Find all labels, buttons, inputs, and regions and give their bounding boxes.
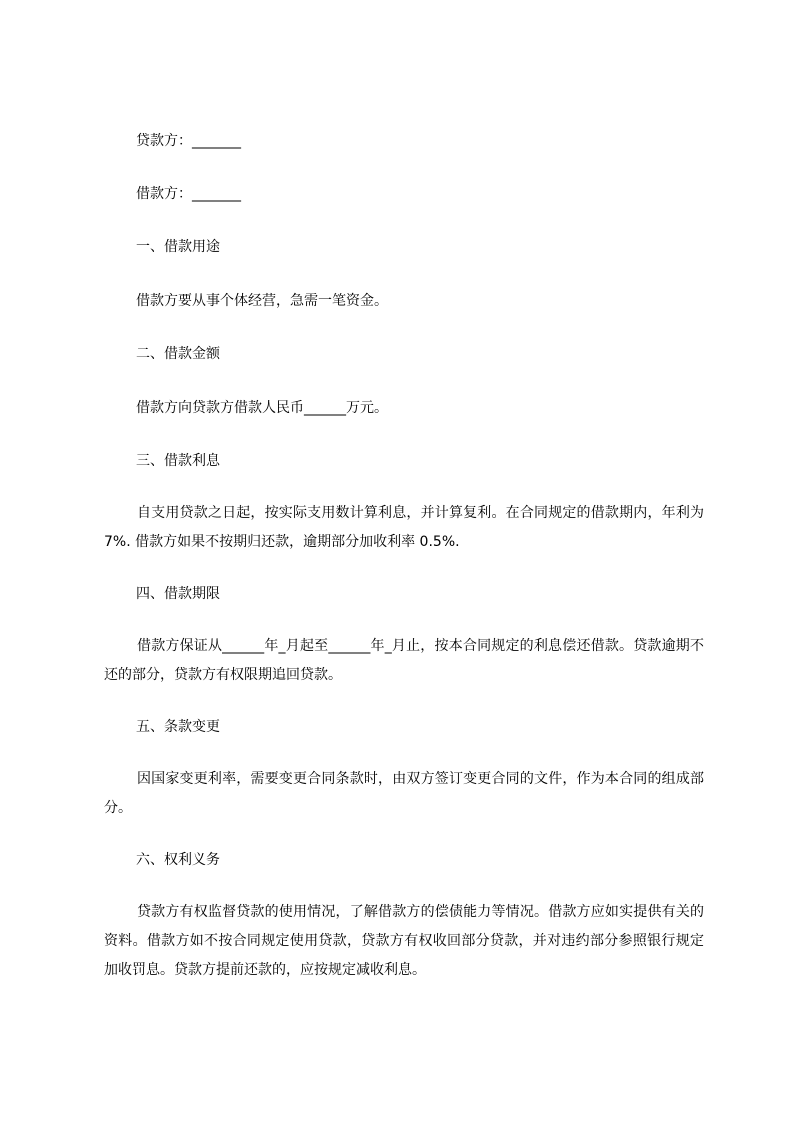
- section-heading-amendment: 五、条款变更: [136, 719, 220, 735]
- section-heading-interest: 三、借款利息: [136, 453, 220, 469]
- section-body-term: 借款方保证从______年_月起至______年_月止，按本合同规定的利息偿还借款。贷款逾期不还的部分，贷款方有权限期追回贷款。: [104, 638, 704, 683]
- section-body-rights: 贷款方有权监督贷款的使用情况，了解借款方的偿债能力等情况。借款方应如实提供有关的资料。借款方如不按合同规定使用贷款，贷款方有权收回部分贷款，并对违约部分参照银行规定加收罚息。贷款方提前还款的，应按规定减收利息。: [104, 904, 704, 978]
- section-heading-rights: 六、权利义务: [136, 852, 220, 868]
- section-heading-amount: 二、借款金额: [136, 346, 220, 362]
- section-heading-purpose: 一、借款用途: [136, 239, 220, 255]
- lender-line: 贷款方：_______: [136, 133, 241, 149]
- section-body-amount: 借款方向贷款方借款人民币______万元。: [136, 400, 388, 416]
- section-body-amendment: 因国家变更利率，需要变更合同条款时，由双方签订变更合同的文件，作为本合同的组成部分。: [104, 771, 704, 816]
- borrower-line: 借款方：_______: [136, 186, 241, 202]
- section-body-purpose: 借款方要从事个体经营，急需一笔资金。: [136, 293, 388, 309]
- section-body-interest: 自支用贷款之日起，按实际支用数计算利息，并计算复利。在合同规定的借款期内，年利为 7%. 借款方如果不按期归还款，逾期部分加收利率 0.5%.: [104, 505, 704, 550]
- section-heading-term: 四、借款期限: [136, 586, 220, 602]
